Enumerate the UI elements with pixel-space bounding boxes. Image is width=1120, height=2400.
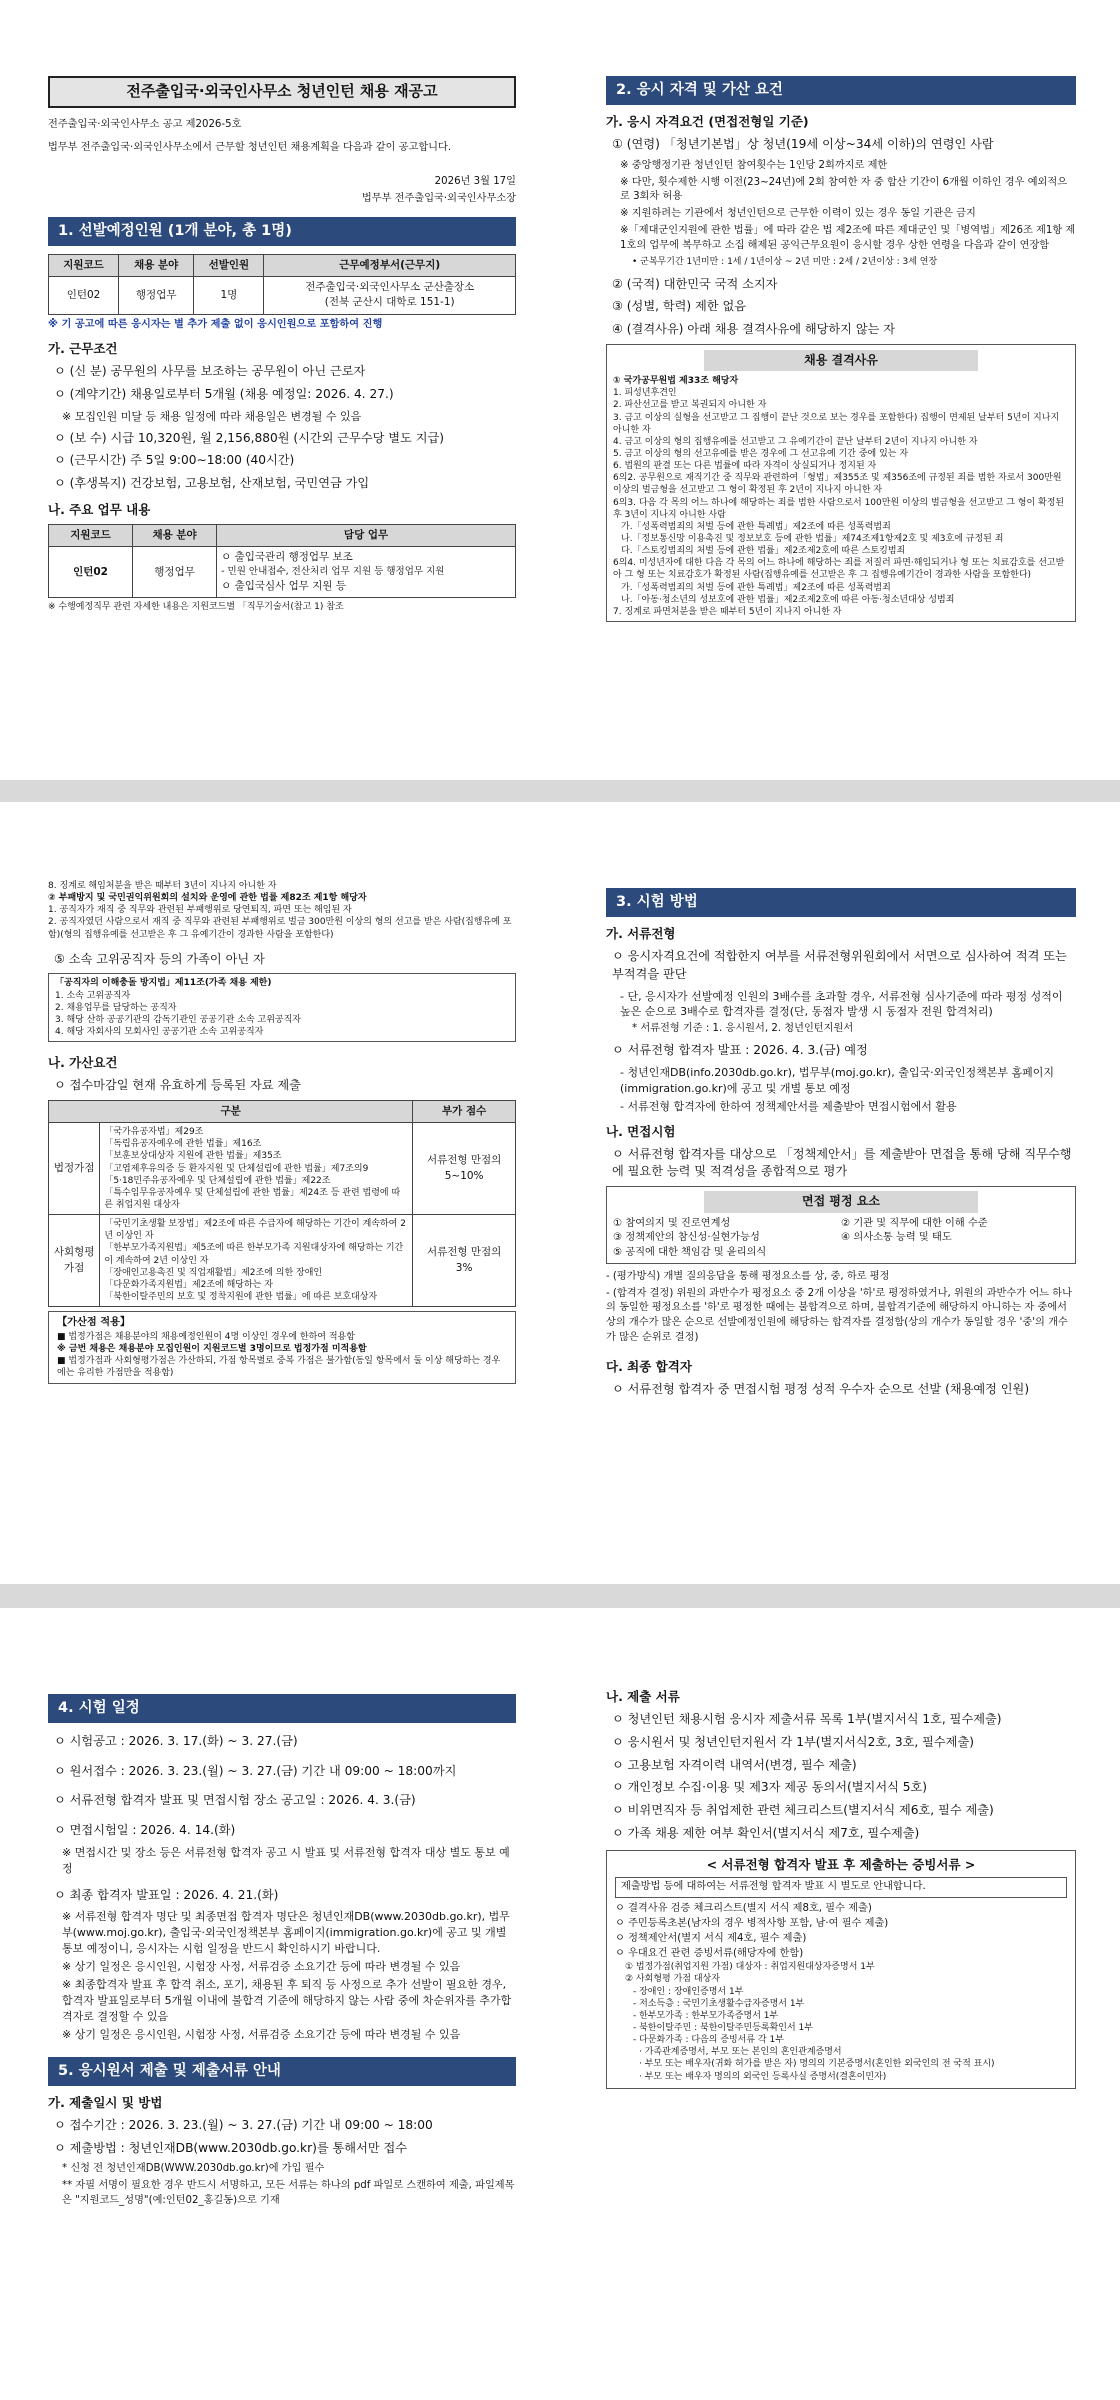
- screening-item: ㅇ 응시자격요건에 적합한지 여부를 서류전형위원회에서 서면으로 심사하여 적격 또는 부적격을 판단: [612, 949, 1067, 981]
- schedule-item: ㅇ 최종 합격자 발표일 : 2026. 4. 21.(화): [54, 1887, 279, 1902]
- bonus-table: [48, 1100, 516, 1307]
- disq-continued: 1. 공직자가 재직 중 직무와 관련된 부패행위로 당연퇴직, 파면 또는 해임된 자: [48, 905, 352, 916]
- qualification-note: ※ 다만, 횟수제한 시행 이전(23~24년)에 2회 참여한 자 중 합산 기간이 6개월 이하인 경우 예외적으로 3회차 허용: [620, 176, 1068, 203]
- disqualification-title: 채용 결격사유: [704, 350, 978, 371]
- interview-criteria-list: [613, 1217, 1069, 1261]
- disq-item: 6의4. 미성년자에 대한 다음 각 목의 어느 하나에 해당하는 죄를 저질러 파면·해임되거나 형 또는 치료감호를 선고받아 그 형 또는 치료감호가 확정된 사람(집행유예를 선고받은 후 그 집행유예기간이 경과한 사람을 포함한다): [613, 558, 1065, 581]
- table-cell: 인턴02: [49, 277, 119, 314]
- screening-item: - 서류전형 합격자에 한하여 정책제안서를 제출받아 면접시험에서 활용: [620, 1099, 957, 1113]
- table-header: 담당 업무: [217, 524, 516, 546]
- table-header: 부가 점수: [413, 1100, 516, 1122]
- bonus-law: 「특수임무유공자예우 및 단체설립에 관한 법률」제24조 등 관련 법령에 따른 취업지원 대상자: [104, 1187, 401, 1210]
- bonus-law: 「장애인고용촉진 및 직업재활법」제2조에 의한 장애인: [104, 1267, 323, 1278]
- table-cell: 법정가점: [49, 1123, 100, 1215]
- post-pass-item: - 다문화가족 : 다음의 증빙서류 각 1부: [633, 2035, 784, 2046]
- disqualification-box: [606, 344, 1076, 622]
- condition-item: ㅇ (계약기간) 채용일로부터 5개월 (채용 예정일: 2026. 4. 27.): [54, 387, 394, 402]
- notice-intro: 법무부 전주출입국·외국인사무소에서 근무할 청년인턴 채용계획을 다음과 같이 공고합니다.: [48, 141, 452, 153]
- screening-item: - 단, 응시자가 선발예정 인원의 3배수를 초과할 경우, 서류전형 심사기준에 따라 평정 성적이 높은 순으로 3배수로 합격자를 결정(단, 동점자 발생 시 동점자 전원 합격처리): [620, 989, 1063, 1019]
- bonus-law: 「한부모가족지원법」제5조에 따른 한부모가족 지원대상자에 해당하는 기간이 계속하여 2년 이상인 자: [104, 1243, 404, 1266]
- positions-table: [48, 254, 516, 315]
- table-cell: 서류전형 만점의 5~10%: [413, 1123, 516, 1215]
- qualification-note: ※「제대군인지원에 관한 법률」에 따라 같은 법 제2조에 따른 제대군인 및「병역법」제26조 제1항 제1호의 업무에 복무하고 소집 해제된 공익근무요원이 응시할 경우 상한 연령을 다음과 같이 연장함: [620, 224, 1076, 251]
- document-item: ㅇ 응시원서 및 청년인턴지원서 각 1부(별지서식2호, 3호, 필수제출): [612, 1734, 974, 1749]
- post-pass-note: 제출방법 등에 대하여는 서류전형 합격자 발표 시 별도로 안내합니다.: [615, 1877, 1067, 1898]
- page3-right-column: [606, 1688, 1076, 2089]
- disq-item: 가.「성폭력범죄의 처벌 등에 관한 특례법」제2조에 따른 성폭력범죄: [621, 582, 891, 593]
- page1-left-column: [48, 76, 516, 616]
- qualification-age: ① (연령) 「청년기본법」상 청년(19세 이상~34세 이하)의 연령인 사람: [612, 137, 994, 152]
- disq-item: 4. 금고 이상의 형의 집행유예를 선고받고 그 유예기간이 끝난 날부터 2년이 지나지 아니한 자: [613, 436, 978, 447]
- subheading-conditions: 가. 근무조건: [48, 341, 118, 357]
- post-pass-item: ㅇ 우대요건 관련 증빙서류(해당자에 한함): [615, 1947, 804, 1959]
- disq-item: 6. 법원의 판결 또는 다른 법률에 따라 자격이 상실되거나 정지된 자: [613, 461, 877, 472]
- disq-item: 7. 징계로 파면처분을 받은 때부터 5년이 지나지 아니한 자: [613, 606, 842, 617]
- bonus-rules-box: [48, 1311, 516, 1384]
- table-cell: 서류전형 만점의 3%: [413, 1215, 516, 1307]
- condition-item: ㅇ (후생복지) 건강보험, 고용보험, 산재보험, 국민연금 가입: [54, 476, 370, 491]
- post-pass-item: - 장애인 : 장애인증명서 1부: [633, 1986, 744, 1997]
- interview-item: ㅇ 서류전형 합격자를 대상으로 「정책제안서」를 제출받아 면접을 통해 당해 직무수행에 필요한 능력 및 적격성을 종합적으로 평가: [612, 1146, 1072, 1179]
- submission-item: ㅇ 제출방법 : 청년인재DB(www.2030db.go.kr)를 통해서만 접수: [54, 2140, 408, 2155]
- page3-left-column: [48, 1688, 516, 2211]
- bonus-law: 「고엽제후유의증 등 환자지원 및 단체설립에 관한 법률」제7조의9: [104, 1163, 369, 1174]
- table-header: 구분: [49, 1100, 413, 1122]
- duty-item: - 민원 안내접수, 전산처리 업무 지원 등 행정업무 지원: [221, 566, 445, 578]
- duties-table: [48, 524, 516, 598]
- post-pass-item: - 저소득층 : 국민기초생활수급자증명서 1부: [633, 1998, 805, 2009]
- subheading-final: 다. 최종 합격자: [606, 1358, 692, 1374]
- criteria-item: ③ 정책제안의 참신성·실현가능성: [613, 1232, 760, 1244]
- bonus-intro: ㅇ 접수마감일 현재 유효하게 등록된 자료 제출: [54, 1078, 301, 1093]
- interview-criteria-title: 면접 평정 요소: [704, 1191, 978, 1212]
- submission-item: ㅇ 접수기간 : 2026. 3. 23.(월) ~ 3. 27.(금) 기간 내 09:00 ~ 18:00: [54, 2117, 433, 2132]
- bonus-rule: ※ 금번 채용은 채용분야 모집인원이 지원코드별 3명이므로 법정가점 미적용함: [57, 1344, 367, 1355]
- post-pass-item: ② 사회형평 가점 대상자: [625, 1974, 720, 1985]
- screening-item: * 서류전형 기준 : 1. 응시원서, 2. 청년인턴지원서: [632, 1023, 854, 1035]
- subheading-duties: 나. 주요 업무 내용: [48, 501, 151, 517]
- screening-item: - 청년인재DB(info.2030db.go.kr), 법무부(moj.go.kr), 출입국·외국인정책본부 홈페이지(immigration.go.kr)에 공고 및 개별 통보 예정: [620, 1065, 1054, 1095]
- table-row: [49, 1215, 516, 1307]
- disq-item: 2. 파산선고를 받고 복권되지 아니한 자: [613, 400, 767, 411]
- qualification-family: ⑤ 소속 고위공직자 등의 가족이 아닌 자: [54, 951, 265, 966]
- schedule-item: ㅇ 원서접수 : 2026. 3. 23.(월) ~ 3. 27.(금) 기간 내 09:00 ~ 18:00까지: [54, 1763, 457, 1778]
- schedule-note: ※ 최종합격자 발표 후 합격 취소, 포기, 채용된 후 퇴직 등 사정으로 추가 선발이 필요한 경우, 합격자 발표일로부터 5개월 이내에 불합격 기준에 해당하지 않는 사람 중에 차순위자를 추가합격자로 결정할 수 있음: [62, 1978, 512, 2023]
- interview-note: - (합격자 결정) 위원의 과반수가 평정요소 중 2개 이상을 '하'로 평정하였거나, 위원의 과반수가 어느 하나의 동일한 평정요소를 '하'로 평정한 때에는 불합격으로 하며, 불합격기준에 해당하지 아니하는 자 중에서 상의 개수가 많은 순으로 선발예정인원에 해당하는 합격자를 결정함(상의 개수가 동일할 경우 '중'의 개수가 많은 순위로 결정): [606, 1287, 1072, 1344]
- condition-note: ※ 모집인원 미달 등 채용 일정에 따라 채용일은 변경될 수 있음: [62, 409, 362, 423]
- post-pass-item: - 한부모가족 : 한부모가족증명서 1부: [633, 2010, 779, 2021]
- document-item: ㅇ 비위면직자 등 취업제한 관련 체크리스트(별지서식 제6호, 필수 제출): [612, 1802, 994, 1817]
- table-row: [49, 277, 516, 314]
- subheading-interview: 나. 면접시험: [606, 1123, 676, 1139]
- disq-item: 가.「성폭력범죄의 처벌 등에 관한 특례법」제2조에 따른 성폭력범죄: [621, 521, 891, 532]
- table-cell: [100, 1215, 413, 1307]
- post-pass-title: < 서류전형 합격자 발표 후 제출하는 증빙서류 >: [706, 1857, 976, 1873]
- table-cell: 1명: [194, 277, 264, 314]
- table-cell: 인턴02: [49, 547, 133, 598]
- post-pass-item: - 북한이탈주민 : 북한이탈주민등록확인서 1부: [633, 2022, 813, 2033]
- schedule-item: ㅇ 시험공고 : 2026. 3. 17.(화) ~ 3. 27.(금): [54, 1734, 298, 1749]
- subheading-bonus: 나. 가산요건: [48, 1055, 118, 1071]
- disq-item: 다.「스토킹범죄의 처벌 등에 관한 법률」제2조제2호에 따른 스토킹범죄: [621, 546, 906, 557]
- table-cell: 사회형평가점: [49, 1215, 100, 1307]
- bonus-law: 「5·18민주유공자예우 및 단체설립에 관한 법률」제22조: [104, 1175, 331, 1186]
- disq-item: 1. 피성년후견인: [613, 388, 677, 399]
- post-pass-item: · 부모 또는 배우자 명의의 외국인 등록사실 증명서(결혼이민자): [639, 2071, 887, 2082]
- post-pass-item: · 부모 또는 배우자(귀화 허가를 받은 자) 명의의 기본증명서(혼인한 외국인의 전 국적 표시): [639, 2059, 995, 2070]
- criteria-item: ① 참여의지 및 진로연계성: [613, 1217, 731, 1229]
- subheading-document-screening: 가. 서류전형: [606, 926, 676, 942]
- notice-number: 전주출입국·외국인사무소 공고 제2026-5호: [48, 118, 242, 130]
- interview-note: - (평가방식) 개별 질의응답을 통해 평정요소를 상, 중, 하로 평정: [606, 1270, 890, 1282]
- interview-criteria-box: [606, 1186, 1076, 1264]
- disq-item: 3. 금고 이상의 실형을 선고받고 그 집행이 끝난 것으로 보는 경우를 포함한다) 집행이 면제된 날부터 5년이 지나지 아니한 자: [613, 412, 1060, 435]
- bonus-law: 「국가유공자법」제29조: [104, 1127, 204, 1138]
- submission-note: * 신청 전 청년인재DB(WWW.2030db.go.kr)에 가입 필수: [62, 2163, 325, 2175]
- screening-item: ㅇ 서류전형 합격자 발표 : 2026. 4. 3.(금) 예정: [612, 1043, 868, 1058]
- dept-name: 전주출입국·외국인사무소 군산출장소: [305, 281, 475, 294]
- notice-issuer: 법무부 전주출입국·외국인사무소장: [361, 193, 516, 205]
- qualification-disqualification: ④ (결격사유) 아래 채용 결격사유에 해당하지 않는 자: [612, 322, 896, 337]
- page-separator: [0, 780, 1120, 802]
- document-item: ㅇ 개인정보 수집·이용 및 제3자 제공 동의서(별지서식 5호): [612, 1780, 928, 1795]
- criteria-item: ⑤ 공직에 대한 책임감 및 윤리의식: [613, 1247, 767, 1259]
- notice-date: 2026년 3월 17일: [434, 176, 516, 188]
- schedule-note: ※ 상기 일정은 응시인원, 시험장 사정, 서류검증 소요기간 등에 따라 변경될 수 있음: [62, 1960, 461, 1974]
- bonus-law: 「북한이탈주민의 보호 및 정착지원에 관한 법률」에 따른 보호대상자: [104, 1291, 378, 1302]
- table-cell: [100, 1123, 413, 1215]
- schedule-note: ※ 면접시간 및 장소 등은 서류전형 합격자 공고 시 발표 및 서류전형 합격자 대상 별도 통보 예정: [62, 1845, 510, 1875]
- duties-note: ※ 수행예정직무 관련 자세한 내용은 지원코드별 「직무기술서(참고 1) 참조: [48, 602, 344, 613]
- subheading-documents: 나. 제출 서류: [606, 1689, 680, 1704]
- post-pass-item: ㅇ 결격사유 검증 체크리스트(별지 서식 제8호, 필수 제출): [615, 1903, 872, 1915]
- positions-note: ※ 기 공고에 따른 응시자는 별 추가 제출 없이 응시인원으로 포함하여 진행: [48, 318, 383, 330]
- page1-right-column: [606, 70, 1076, 622]
- post-pass-item: ㅇ 주민등록초본(남자의 경우 병적사항 포함, 남·여 필수 제출): [615, 1917, 889, 1929]
- duty-item: ㅇ 출입국심사 업무 지원 등: [221, 580, 347, 593]
- page-1: [0, 0, 1120, 780]
- bonus-law: 「독립유공자예우에 관한 법률」제16조: [104, 1139, 262, 1150]
- bonus-rules-title: 【가산점 적용】: [57, 1317, 131, 1329]
- page2-left-column: [48, 880, 516, 1384]
- schedule-item: ㅇ 서류전형 합격자 발표 및 면접시험 장소 공고일 : 2026. 4. 3.(금): [54, 1793, 416, 1808]
- conflict-item: 3. 해당 산하 공공기관의 감독기관인 공공기관 소속 고위공직자: [55, 1014, 301, 1025]
- condition-item: ㅇ (보 수) 시급 10,320원, 월 2,156,880원 (시간외 근무수당 별도 지급): [54, 430, 444, 445]
- document-item: ㅇ 가족 채용 제한 여부 확인서(별지서식 제7호, 필수제출): [612, 1825, 920, 1840]
- table-header: 채용 분야: [119, 254, 194, 276]
- table-cell: 행정업무: [133, 547, 217, 598]
- qualification-note: ※ 중앙행정기관 청년인턴 참여횟수는 1인당 2회까지로 제한: [620, 159, 888, 171]
- criteria-item: ② 기관 및 직무에 대한 이해 수준: [841, 1217, 988, 1229]
- table-header: 채용 분야: [133, 524, 217, 546]
- schedule-note: ※ 상기 일정은 응시인원, 시험장 사정, 서류검증 소요기간 등에 따라 변경될 수 있음: [62, 2027, 461, 2041]
- bonus-rule: ■ 법정가점은 채용분야의 채용예정인원이 4명 이상인 경우에 한하여 적용함: [57, 1331, 355, 1342]
- conflict-item: 2. 채용업무를 담당하는 공직자: [55, 1002, 177, 1013]
- post-pass-documents-box: [606, 1850, 1076, 2088]
- disq-continued: ② 부패방지 및 국민권익위원회의 설치와 운영에 관한 법률 제82조 제1항 해당자: [48, 893, 367, 904]
- section-2-header: 2. 응시 자격 및 가산 요건: [606, 76, 1076, 105]
- schedule-item: ㅇ 면접시험일 : 2026. 4. 14.(화): [54, 1823, 236, 1838]
- submission-note: ** 자필 서명이 필요한 경우 반드시 서명하고, 모든 서류는 하나의 pdf 파일로 스캔하여 제출, 파일제목은 "지원코드_성명"(예:인턴02_홍길동)으로 기재: [62, 2180, 515, 2206]
- subheading-qualifications: 가. 응시 자격요건 (면접전형일 기준): [606, 114, 809, 130]
- conflict-item: 4. 해당 자회사의 모회사인 공공기관 소속 고위공직자: [55, 1026, 264, 1037]
- subheading-submission: 가. 제출일시 및 방법: [48, 2094, 163, 2110]
- disq-item: 나.「아동·청소년의 성보호에 관한 법률」제2조제2호에 따른 아동·청소년대상 성범죄: [621, 594, 955, 605]
- bonus-law: 「보훈보상대상자 지원에 관한 법률」제35조: [104, 1151, 282, 1162]
- section-5-header: 5. 응시원서 제출 및 제출서류 안내: [48, 2057, 516, 2086]
- post-pass-item: ① 법정가점(취업지원 가점) 대상자 : 취업지원대상자증명서 1부: [625, 1962, 875, 1973]
- condition-item: ㅇ (신 분) 공무원의 사무를 보조하는 공무원이 아닌 근로자: [54, 364, 366, 379]
- conflict-item: 「공직자의 이해충돌 방지법」제11조(가족 채용 제한): [55, 978, 272, 989]
- table-cell: 행정업무: [119, 277, 194, 314]
- disq-item: ① 국가공무원법 제33조 해당자: [613, 376, 739, 387]
- page-3: [0, 1608, 1120, 2400]
- section-1-header: 1. 선발예정인원 (1개 분야, 총 1명): [48, 217, 516, 246]
- dept-address: (전북 군산시 대학로 151-1): [324, 296, 455, 309]
- table-cell: [264, 277, 516, 314]
- disq-item: 나.「정보통신망 이용촉진 및 정보보호 등에 관한 법률」제74조제1항제2호 및 제3호에 규정된 죄: [621, 533, 1004, 544]
- conflict-box: [48, 973, 516, 1042]
- post-pass-item: · 가족관계증명서, 부모 또는 본인의 혼인관계증명서: [639, 2047, 842, 2058]
- disq-item: 6의3. 다음 각 목의 어느 하나에 해당하는 죄를 범한 사람으로서 100만원 이상의 벌금형을 선고받고 그 형이 확정된 후 3년이 지나지 아니한 사람: [613, 497, 1065, 520]
- duty-item: ㅇ 출입국관리 행정업무 보조: [221, 551, 353, 564]
- bonus-rule: ■ 법정가점과 사회형평가점은 가산하되, 가점 항목별로 중복 가점은 불가함(동일 항목에서 둘 이상 해당하는 경우에는 유리한 가점만을 적용함): [57, 1356, 501, 1379]
- qualification-note: ※ 지원하려는 기관에서 청년인턴으로 근무한 이력이 있는 경우 동일 기관은 금지: [620, 208, 976, 220]
- page-2: [0, 802, 1120, 1584]
- table-header: 지원코드: [49, 524, 133, 546]
- table-row: [49, 1123, 516, 1215]
- bonus-law: 「다문화가족지원법」제2조에 해당하는 자: [104, 1279, 273, 1290]
- document-item: ㅇ 청년인턴 채용시험 응시자 제출서류 목록 1부(별지서식 1호, 필수제출): [612, 1712, 1002, 1727]
- bonus-law: 「국민기초생활 보장법」제2조에 따른 수급자에 해당하는 기간이 계속하여 2년 이상인 자: [104, 1219, 406, 1242]
- document-item: ㅇ 고용보험 자격이력 내역서(변경, 필수 제출): [612, 1757, 857, 1772]
- post-pass-item: ㅇ 정책제안서(별지 서식 제4호, 필수 제출): [615, 1932, 807, 1944]
- schedule-note: ※ 서류전형 합격자 명단 및 최종면접 합격자 명단은 청년인재DB(www.2030db.go.kr), 법무부(www.moj.go.kr), 출입국·외국인정책본부 홈페이지(immigration.go.kr)에 공고 및 개별 통보 예정이니, 응시자는 시험 일정을 반드시 확인하시기 바랍니다.: [62, 1910, 510, 1956]
- final-item: ㅇ 서류전형 합격자 중 면접시험 평정 성적 우수자 순으로 선발 (채용예정 인원): [612, 1381, 1030, 1396]
- table-header: 근무예정부서(근무지): [264, 254, 516, 276]
- criteria-item: ④ 의사소통 능력 및 태도: [841, 1232, 952, 1244]
- notice-title: 전주출입국·외국인사무소 청년인턴 채용 재공고: [48, 76, 516, 108]
- page2-right-column: [606, 882, 1076, 1404]
- qualification-nationality: ② (국적) 대한민국 국적 소지자: [612, 276, 778, 291]
- section-3-header: 3. 시험 방법: [606, 888, 1076, 917]
- disq-continued: 8. 징계로 해임처분을 받은 때부터 3년이 지나지 아니한 자: [48, 881, 277, 891]
- table-row: [49, 547, 516, 598]
- disq-item: 5. 금고 이상의 형의 선고유예를 받은 경우에 그 선고유예 기간 중에 있는 자: [613, 448, 909, 459]
- section-4-header: 4. 시험 일정: [48, 1694, 516, 1723]
- qualification-note: • 군복무기간 1년미만 : 1세 / 1년이상 ~ 2년 미만 : 2세 / 2년이상 : 3세 연장: [632, 256, 938, 267]
- condition-item: ㅇ (근무시간) 주 5일 9:00∼18:00 (40시간): [54, 453, 295, 468]
- table-header: 선발인원: [194, 254, 264, 276]
- duties-cell: [217, 547, 516, 598]
- table-header: 지원코드: [49, 254, 119, 276]
- qualification-gender-education: ③ (성별, 학력) 제한 없음: [612, 299, 746, 314]
- disq-item: 6의2. 공무원으로 재직기간 중 직무와 관련하여「형법」제355조 및 제356조에 규정된 죄를 범한 자로서 300만원 이상의 벌금형을 선고받고 그 형이 확정된 후 2년이 지나지 아니한 자: [613, 473, 1062, 496]
- page-separator: [0, 1584, 1120, 1608]
- disq-continued: 2. 공직자였던 사람으로서 재직 중 직무와 관련된 부패행위로 벌금 300만원 이상의 형의 선고를 받은 사람(집행유예 포함)(형의 집행유예를 선고받은 후 그 유예기간이 경과한 사람을 포함한다): [48, 917, 512, 940]
- conflict-item: 1. 소속 고위공직자: [55, 990, 131, 1001]
